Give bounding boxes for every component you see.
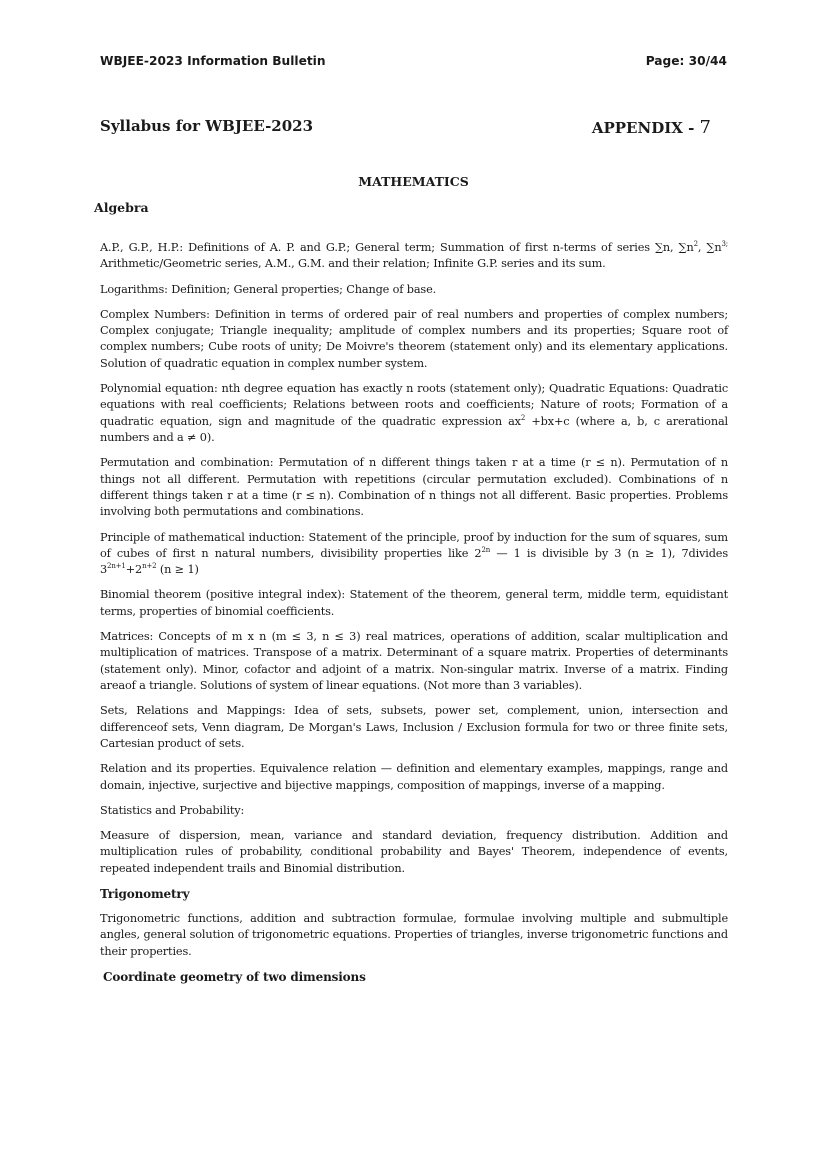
subject-heading: MATHEMATICS: [358, 174, 469, 189]
appendix-label: [592, 117, 711, 138]
paragraph-complex-numbers: Complex Numbers: Definition in terms of ordered pair of real numbers and properties of complex numbers; Complex conjugate; Triangle inequality; amplitude of complex numbers and its properties; Square root of complex numbers; Cube roots of unity; De Moivre's theorem (statement only) and its elementary applications. Solution of quadratic equation in complex number system.: [100, 307, 728, 370]
section-heading-coordinate-geometry: Coordinate geometry of two dimensions: [103, 969, 366, 984]
paragraph-logarithms: Logarithms: Definition; General properties; Change of base.: [100, 282, 437, 296]
paragraph-permutation: Permutation and combination: Permutation of n different things taken r at a time (r ≤ n). Permutation of n things not all different. Permutation with repetitions (circular permutation excluded). Combinations of n different things taken r at a time (r ≤ n). Combination of n things not all different. Basic properties. Problems involving both permutations and combinations.: [100, 456, 728, 519]
section-heading-trigonometry: Trigonometry: [100, 886, 190, 901]
syllabus-body: [100, 240, 728, 994]
syllabus-title-bar: [100, 117, 711, 139]
paragraph-polynomial: Polynomial equation: nth degree equation has exactly n roots (statement only); Quadratic Equations: Quadratic equations with real coefficients; Relations between roots and coefficients; Nature of roots; Formation of a quadratic equation, sign and magnitude of the quadratic expression $ax^2 +bx+c$ (where a, b, c arerational numbers and a ≠ 0).: [100, 381, 729, 445]
paragraph-relations: Relation and its properties. Equivalence relation — definition and elementary examples, mappings, range and domain, injective, surjective and bijective mappings, composition of mappings, inverse of a mapping.: [100, 762, 728, 792]
appendix-text: APPENDIX -: [591, 119, 695, 137]
paragraph-statistics-heading: Statistics and Probability:: [100, 803, 245, 817]
paragraph-induction: Principle of mathematical induction: Statement of the principle, proof by induction for the sum of squares, sum of cubes of first n natural numbers, divisibility properties like $2^{2n}$ — 1 is divisible by 3 (n ≥ 1), 7divides $3^{2n+1}+2^{n+2}$ (n ≥ 1): [100, 530, 728, 577]
appendix-number: 7: [699, 117, 711, 138]
paragraph-sets: Sets, Relations and Mappings: Idea of sets, subsets, power set, complement, union, intersection and differenceof sets, Venn diagram, De Morgan's Laws, Inclusion / Exclusion formula for two or three finite sets, Cartesian product of sets.: [100, 704, 728, 751]
paragraph-matrices: Matrices: Concepts of m x n (m ≤ 3, n ≤ 3) real matrices, operations of addition, scalar multiplication and multiplication of matrices. Transpose of a matrix. Determinant of a square matrix. Properties of determinants (statement only). Minor, cofactor and adjoint of a matrix. Non-singular matrix. Inverse of a matrix. Finding areaof a triangle. Solutions of system of linear equations. (Not more than 3 variables).: [100, 629, 728, 693]
paragraph-progressions: A.P., G.P., H.P.: Definitions of A. P. and G.P.; General term; Summation of first n-terms of series ∑n, $\sum n^2$, $\sum n^{3;}$ Arithmetic/Geometric series, A.M., G.M. and their relation; Infinite G.P. series and its sum.: [100, 240, 728, 271]
page-header: [100, 54, 727, 72]
page-number: Page: 30/44: [645, 54, 727, 68]
paragraph-statistics: Measure of dispersion, mean, variance and standard deviation, frequency distribution. Addition and multiplication rules of probability, conditional probability and Bayes' Theorem, independence of events, repeated independent trails and Binomial distribution.: [100, 828, 728, 875]
bulletin-title: WBJEE-2023 Information Bulletin: [100, 54, 326, 68]
paragraph-binomial: Binomial theorem (positive integral index): Statement of the theorem, general term, middle term, equidistant terms, properties of binomial coefficients.: [100, 588, 728, 618]
section-heading-algebra: Algebra: [94, 200, 149, 215]
paragraph-trigonometry: Trigonometric functions, addition and subtraction formulae, formulae involving multiple and submultiple angles, general solution of trigonometric equations. Properties of triangles, inverse trigonometric functions and their properties.: [100, 911, 728, 958]
syllabus-title: Syllabus for WBJEE-2023: [100, 117, 314, 135]
